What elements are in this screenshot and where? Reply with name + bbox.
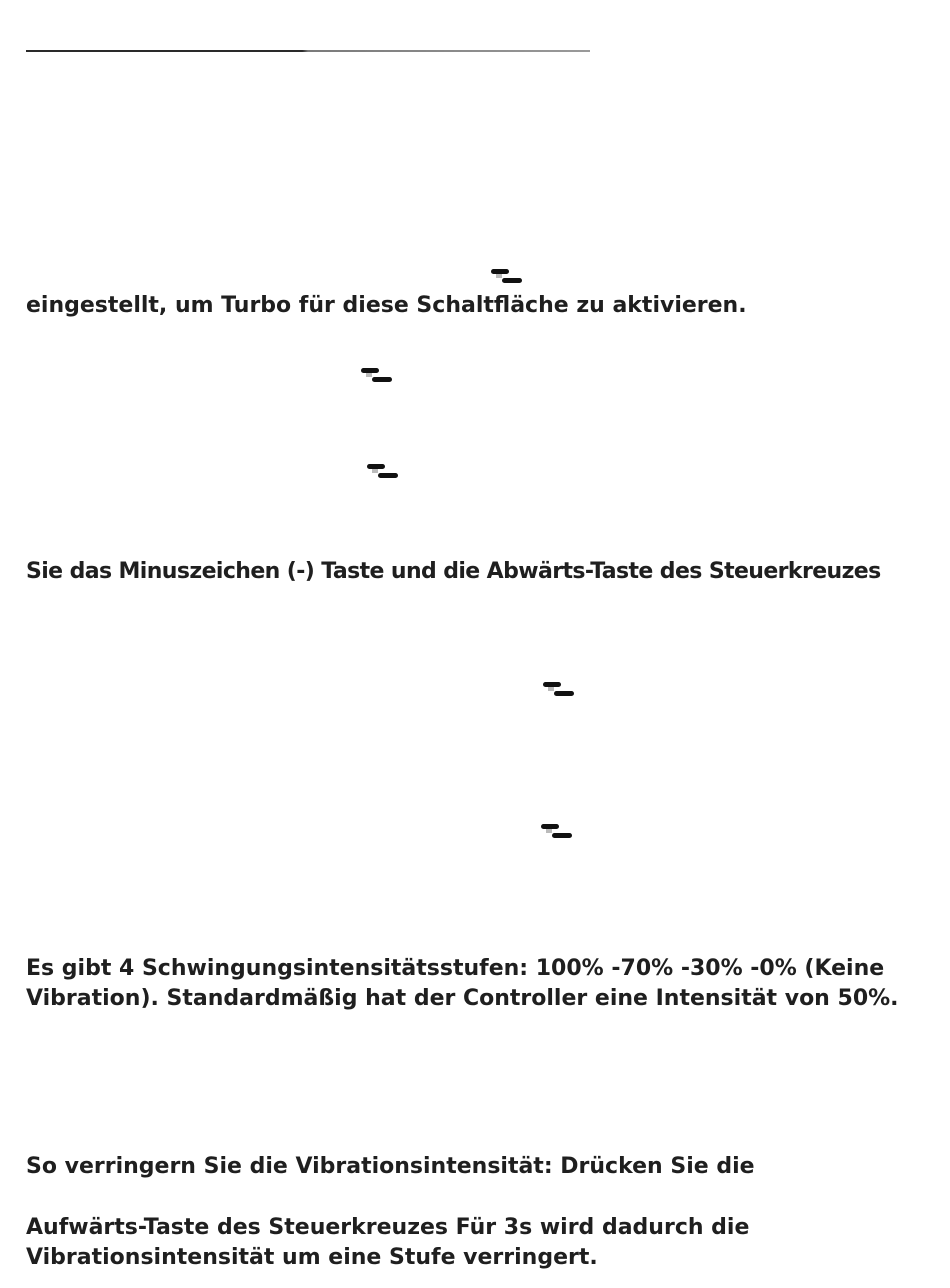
button-glyph-icon — [358, 366, 394, 384]
turbo-note-text: eingestellt, um Turbo für diese Schaltfläche zu aktivieren. — [26, 293, 747, 318]
button-glyph-icon — [538, 822, 574, 840]
button-glyph-icon — [364, 462, 400, 480]
vibration-levels-line1: Es gibt 4 Schwingungsintensitätsstufen: 100% -70% -30% -0% (Keine — [26, 956, 885, 981]
button-glyph-icon — [488, 267, 524, 285]
top-divider — [26, 50, 590, 52]
button-glyph-icon — [540, 680, 576, 698]
decrease-line1: Aufwärts-Taste des Steuerkreuzes Für 3s wird dadurch die — [26, 1215, 750, 1240]
decrease-heading: So verringern Sie die Vibrationsintensität: Drücken Sie die — [26, 1154, 755, 1179]
vibration-levels-line2: Vibration). Standardmäßig hat der Controller eine Intensität von 50%. — [26, 986, 899, 1011]
decrease-line2: Vibrationsintensität um eine Stufe verringert. — [26, 1245, 598, 1270]
minus-dpad-text: Sie das Minuszeichen (-) Taste und die Abwärts-Taste des Steuerkreuzes — [26, 559, 881, 584]
